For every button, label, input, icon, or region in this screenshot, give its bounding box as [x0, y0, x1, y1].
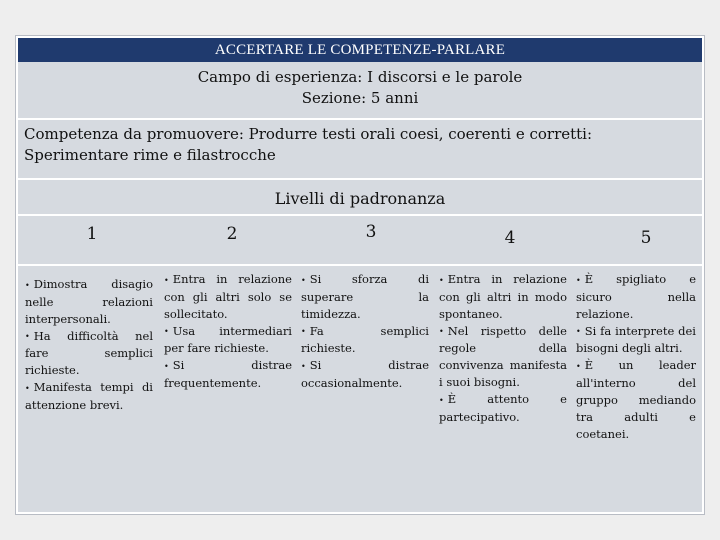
assessment-table: [16, 36, 704, 514]
level-column-3: [301, 271, 429, 392]
table-title: ACCERTARE LE COMPETENZE-PARLARE: [18, 38, 702, 62]
list-item: • Si distrae occasionalmente.: [301, 358, 429, 390]
divider: [18, 118, 702, 120]
bullet-icon: •: [25, 332, 30, 341]
divider: [18, 214, 702, 216]
bullet-icon: •: [164, 361, 169, 371]
list-item: • Entra in relazione con gli altri in modo spontaneo.: [439, 272, 567, 321]
bullet-icon: •: [576, 361, 581, 371]
bullet-icon: •: [164, 327, 169, 336]
sezione: Sezione: 5 anni: [301, 89, 419, 107]
bullet-icon: •: [25, 280, 30, 290]
level-number-3: 3: [365, 222, 377, 242]
level-column-2: [164, 271, 292, 392]
bullet-icon: •: [576, 275, 581, 285]
divider: [18, 178, 702, 180]
level-column-5: [576, 271, 696, 443]
level-column-1: [25, 276, 153, 414]
list-item: • Dimostra disagio nelle relazioni interpersonali.: [25, 277, 153, 326]
livelli-heading: Livelli di padronanza: [274, 189, 446, 208]
divider: [18, 264, 702, 266]
level-number-4: 4: [504, 228, 516, 248]
list-item: • È un leader all'interno del gruppo mediando tra adulti e coetanei.: [576, 358, 696, 441]
table-subheader: [18, 62, 702, 118]
bullet-icon: •: [301, 275, 306, 285]
level-number-1: 1: [86, 224, 98, 244]
list-item: • Si fa interprete dei bisogni degli altri.: [576, 323, 696, 355]
bullet-icon: •: [301, 361, 306, 371]
competenza-line-1: Competenza da promuovere: Produrre testi orali coesi, coerenti e corretti:: [24, 125, 593, 143]
list-item: • Fa semplici richieste.: [301, 323, 429, 355]
bullet-icon: •: [439, 395, 444, 405]
list-item: • Manifesta tempi di attenzione brevi.: [25, 380, 153, 412]
level-column-4: [439, 271, 567, 426]
competenza-row: [24, 124, 696, 166]
competenza-line-2: Sperimentare rime e filastrocche: [24, 146, 276, 164]
list-item: • È attento e partecipativo.: [439, 392, 567, 424]
bullet-icon: •: [439, 275, 444, 285]
bullet-icon: •: [576, 327, 581, 336]
list-item: • Si distrae frequentemente.: [164, 358, 292, 390]
bullet-icon: •: [301, 327, 306, 336]
list-item: • Entra in relazione con gli altri solo se sollecitato.: [164, 272, 292, 321]
campo-esperienza: Campo di esperienza: I discorsi e le parole: [197, 68, 523, 86]
list-item: • Usa intermediari per fare richieste.: [164, 323, 292, 355]
level-number-5: 5: [640, 228, 652, 248]
bullet-icon: •: [25, 383, 30, 393]
bullet-icon: •: [439, 327, 444, 336]
list-item: • Nel rispetto delle regole della convivenza manifesta i suoi bisogni.: [439, 323, 567, 389]
list-item: • È spigliato e sicuro nella relazione.: [576, 272, 696, 321]
bullet-icon: •: [164, 275, 169, 285]
list-item: • Ha difficoltà nel fare semplici richieste.: [25, 328, 153, 377]
list-item: • Si sforza di superare la timidezza.: [301, 272, 429, 321]
level-number-2: 2: [226, 224, 238, 244]
